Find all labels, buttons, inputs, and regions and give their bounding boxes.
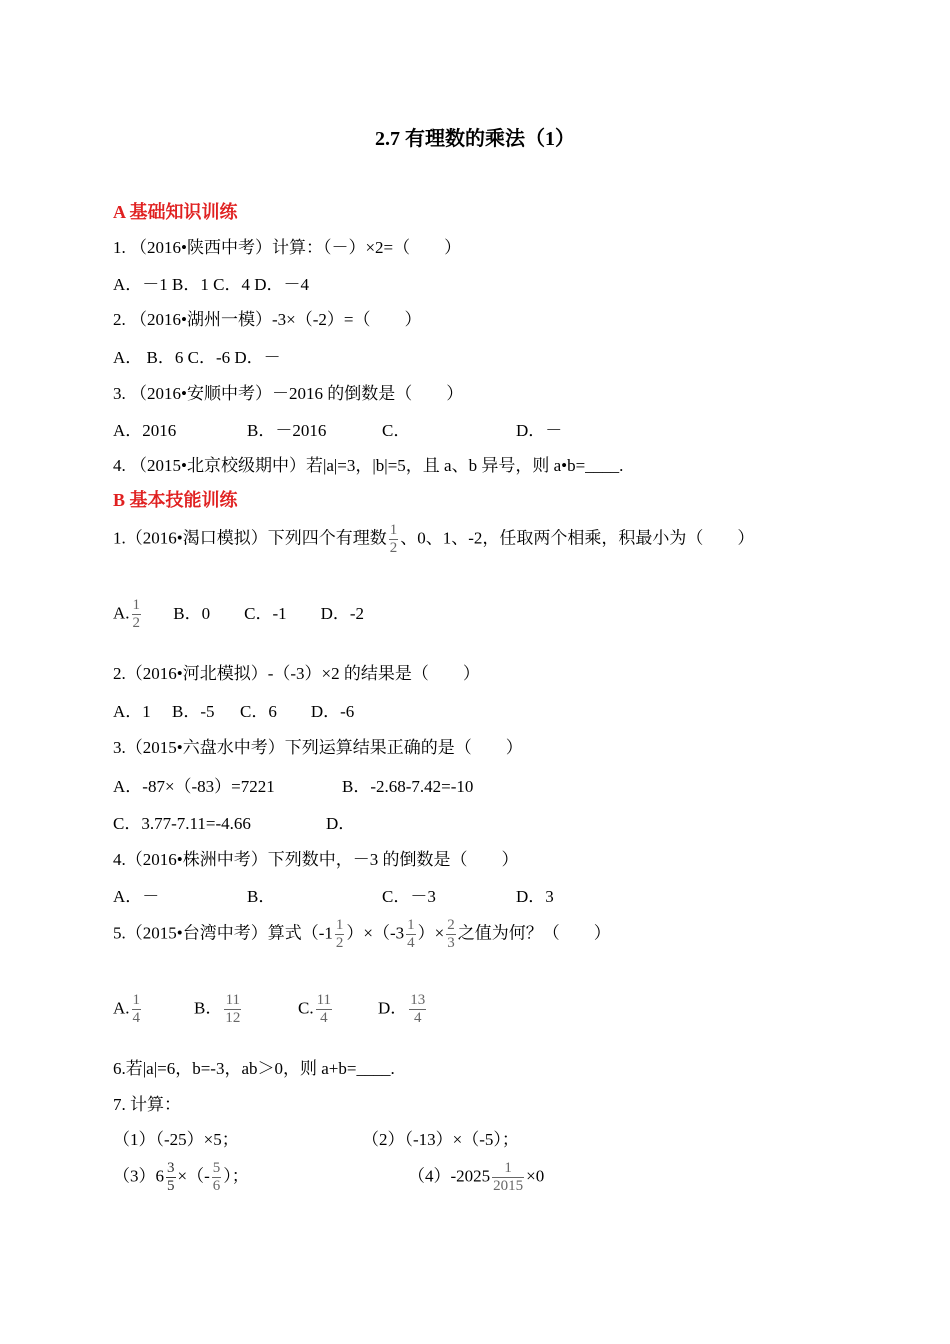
b-q4-option-a: A．－ — [113, 887, 160, 906]
b-q4-stem: 4.（2016•株洲中考）下列数中，－3 的倒数是（ ） — [113, 850, 519, 869]
a-q3-option-b: B．－2016 — [247, 421, 327, 440]
fraction-numerator: 1 — [132, 597, 142, 615]
fraction — [166, 1160, 176, 1196]
b-q7-part3 — [113, 1160, 249, 1196]
b-q5-option-a — [113, 992, 143, 1028]
b-q1-option-a-label: A. — [113, 603, 130, 623]
b-q7-stem: 7. 计算： — [113, 1095, 181, 1114]
fraction — [316, 992, 332, 1028]
b-q4-option-b: B． — [247, 887, 276, 906]
fraction-denominator: 6 — [212, 1178, 221, 1195]
b-q5-option-d — [378, 992, 428, 1028]
b-q2-options: A．1 B．-5 C．6 D．-6 — [113, 702, 355, 721]
a-q3-option-c: C． — [382, 421, 411, 440]
fraction — [212, 1160, 222, 1196]
b-q3-stem: 3.（2015•六盘水中考）下列运算结果正确的是（ ） — [113, 738, 523, 757]
fraction — [132, 597, 142, 633]
b-q3-option-c: C．3.77-7.11=-4.66 — [113, 814, 251, 833]
b-q7-part1: （1）（-25）×5； — [113, 1130, 239, 1149]
b-q1-stem-after: 、0、1、-2，任取两个相乘，积最小为（ ） — [400, 528, 755, 548]
page-title: 2.7 有理数的乘法（1） — [375, 128, 575, 150]
fraction-denominator: 5 — [167, 1178, 175, 1195]
b-q3-option-b: B．-2.68-7.42=-10 — [342, 777, 474, 796]
b-q6-stem: 6.若|a|=6，b=-3，ab＞0，则 a+b=____. — [113, 1059, 395, 1078]
a-q1-stem: 1. （2016•陕西中考）计算：（－）×2=（ ） — [113, 238, 462, 257]
b-q3-option-a: A．-87×（-83）=7221 — [113, 777, 275, 796]
a-q3-option-d: D．－ — [516, 421, 563, 440]
expr-text: ×0 — [526, 1166, 545, 1186]
b-q5-part4: 之值为何？（ ） — [457, 923, 611, 943]
b-q3-option-d: D． — [326, 814, 356, 833]
a-q1-options: A．－1 B．1 C．4 D．－4 — [113, 275, 309, 294]
fraction — [406, 917, 416, 953]
fraction-numerator: 11 — [224, 992, 241, 1010]
b-q5-part3: ）× — [417, 923, 445, 943]
b-q1-stem-before: 1.（2016•渴口模拟）下列四个有理数 — [113, 528, 387, 548]
option-label: B． — [194, 998, 223, 1018]
b-q1-options-rest: B．0 C．-1 D．-2 — [173, 603, 365, 623]
b-q7-part4 — [408, 1160, 544, 1196]
fraction — [335, 917, 345, 953]
expr-text: ）； — [223, 1166, 249, 1186]
fraction-denominator: 4 — [407, 935, 415, 952]
fraction — [224, 992, 241, 1028]
a-q2-stem: 2. （2016•湖州一模）-3×（-2）=（ ） — [113, 310, 422, 329]
fraction-numerator: 11 — [316, 992, 332, 1010]
fraction-denominator: 2 — [389, 540, 398, 557]
a-q3-option-a: A．2016 — [113, 421, 177, 440]
b-q2-stem: 2.（2016•河北模拟）-（-3）×2 的结果是（ ） — [113, 664, 480, 683]
fraction-denominator: 4 — [320, 1010, 328, 1027]
expr-text: ×（- — [177, 1166, 210, 1186]
fraction-numerator: 3 — [166, 1160, 176, 1178]
option-label: C. — [298, 998, 314, 1018]
b-q1-options — [113, 597, 364, 633]
b-q4-option-c: C．－3 — [382, 887, 436, 906]
fraction-denominator: 12 — [225, 1010, 241, 1027]
fraction-denominator: 2 — [132, 615, 141, 632]
fraction-numerator: 1 — [132, 992, 142, 1010]
b-q1-stem — [113, 522, 754, 558]
fraction — [409, 992, 426, 1028]
b-q5-option-c — [298, 992, 334, 1028]
fraction-numerator: 5 — [212, 1160, 222, 1178]
fraction-denominator: 3 — [447, 935, 455, 952]
b-q5-option-b — [194, 992, 243, 1028]
section-b-heading: B 基本技能训练 — [113, 490, 238, 510]
fraction-denominator: 2 — [335, 935, 344, 952]
fraction-numerator: 1 — [389, 522, 399, 540]
fraction-numerator: 13 — [409, 992, 426, 1010]
a-q4-stem: 4. （2015•北京校级期中）若|a|=3，|b|=5，且 a、b 异号，则 a•b=____. — [113, 456, 624, 475]
fraction — [492, 1160, 524, 1196]
fraction — [389, 522, 399, 558]
fraction-numerator: 1 — [492, 1160, 524, 1178]
fraction-numerator: 1 — [406, 917, 416, 935]
fraction — [446, 917, 456, 953]
fraction-numerator: 1 — [335, 917, 345, 935]
expr-text: （3）6 — [113, 1166, 164, 1186]
fraction-denominator: 4 — [132, 1010, 141, 1027]
fraction-denominator: 4 — [414, 1010, 422, 1027]
b-q5-stem — [113, 917, 611, 953]
b-q5-part2: ）×（-3 — [346, 923, 405, 943]
fraction-numerator: 2 — [446, 917, 456, 935]
expr-text: （4）-2025 — [408, 1166, 491, 1186]
option-label: A. — [113, 998, 130, 1018]
option-label: D． — [378, 998, 408, 1018]
b-q5-part1: 5.（2015•台湾中考）算式（-1 — [113, 923, 333, 943]
b-q7-part2: （2）（-13）×（-5）； — [362, 1130, 519, 1149]
section-a-heading: A 基础知识训练 — [113, 202, 238, 222]
fraction-denominator: 2015 — [493, 1178, 524, 1195]
b-q4-option-d: D．3 — [516, 887, 554, 906]
a-q3-stem: 3. （2016•安顺中考）－2016 的倒数是（ ） — [113, 384, 464, 403]
a-q2-options: A． B．6 C．-6 D．－ — [113, 348, 281, 367]
fraction — [132, 992, 142, 1028]
